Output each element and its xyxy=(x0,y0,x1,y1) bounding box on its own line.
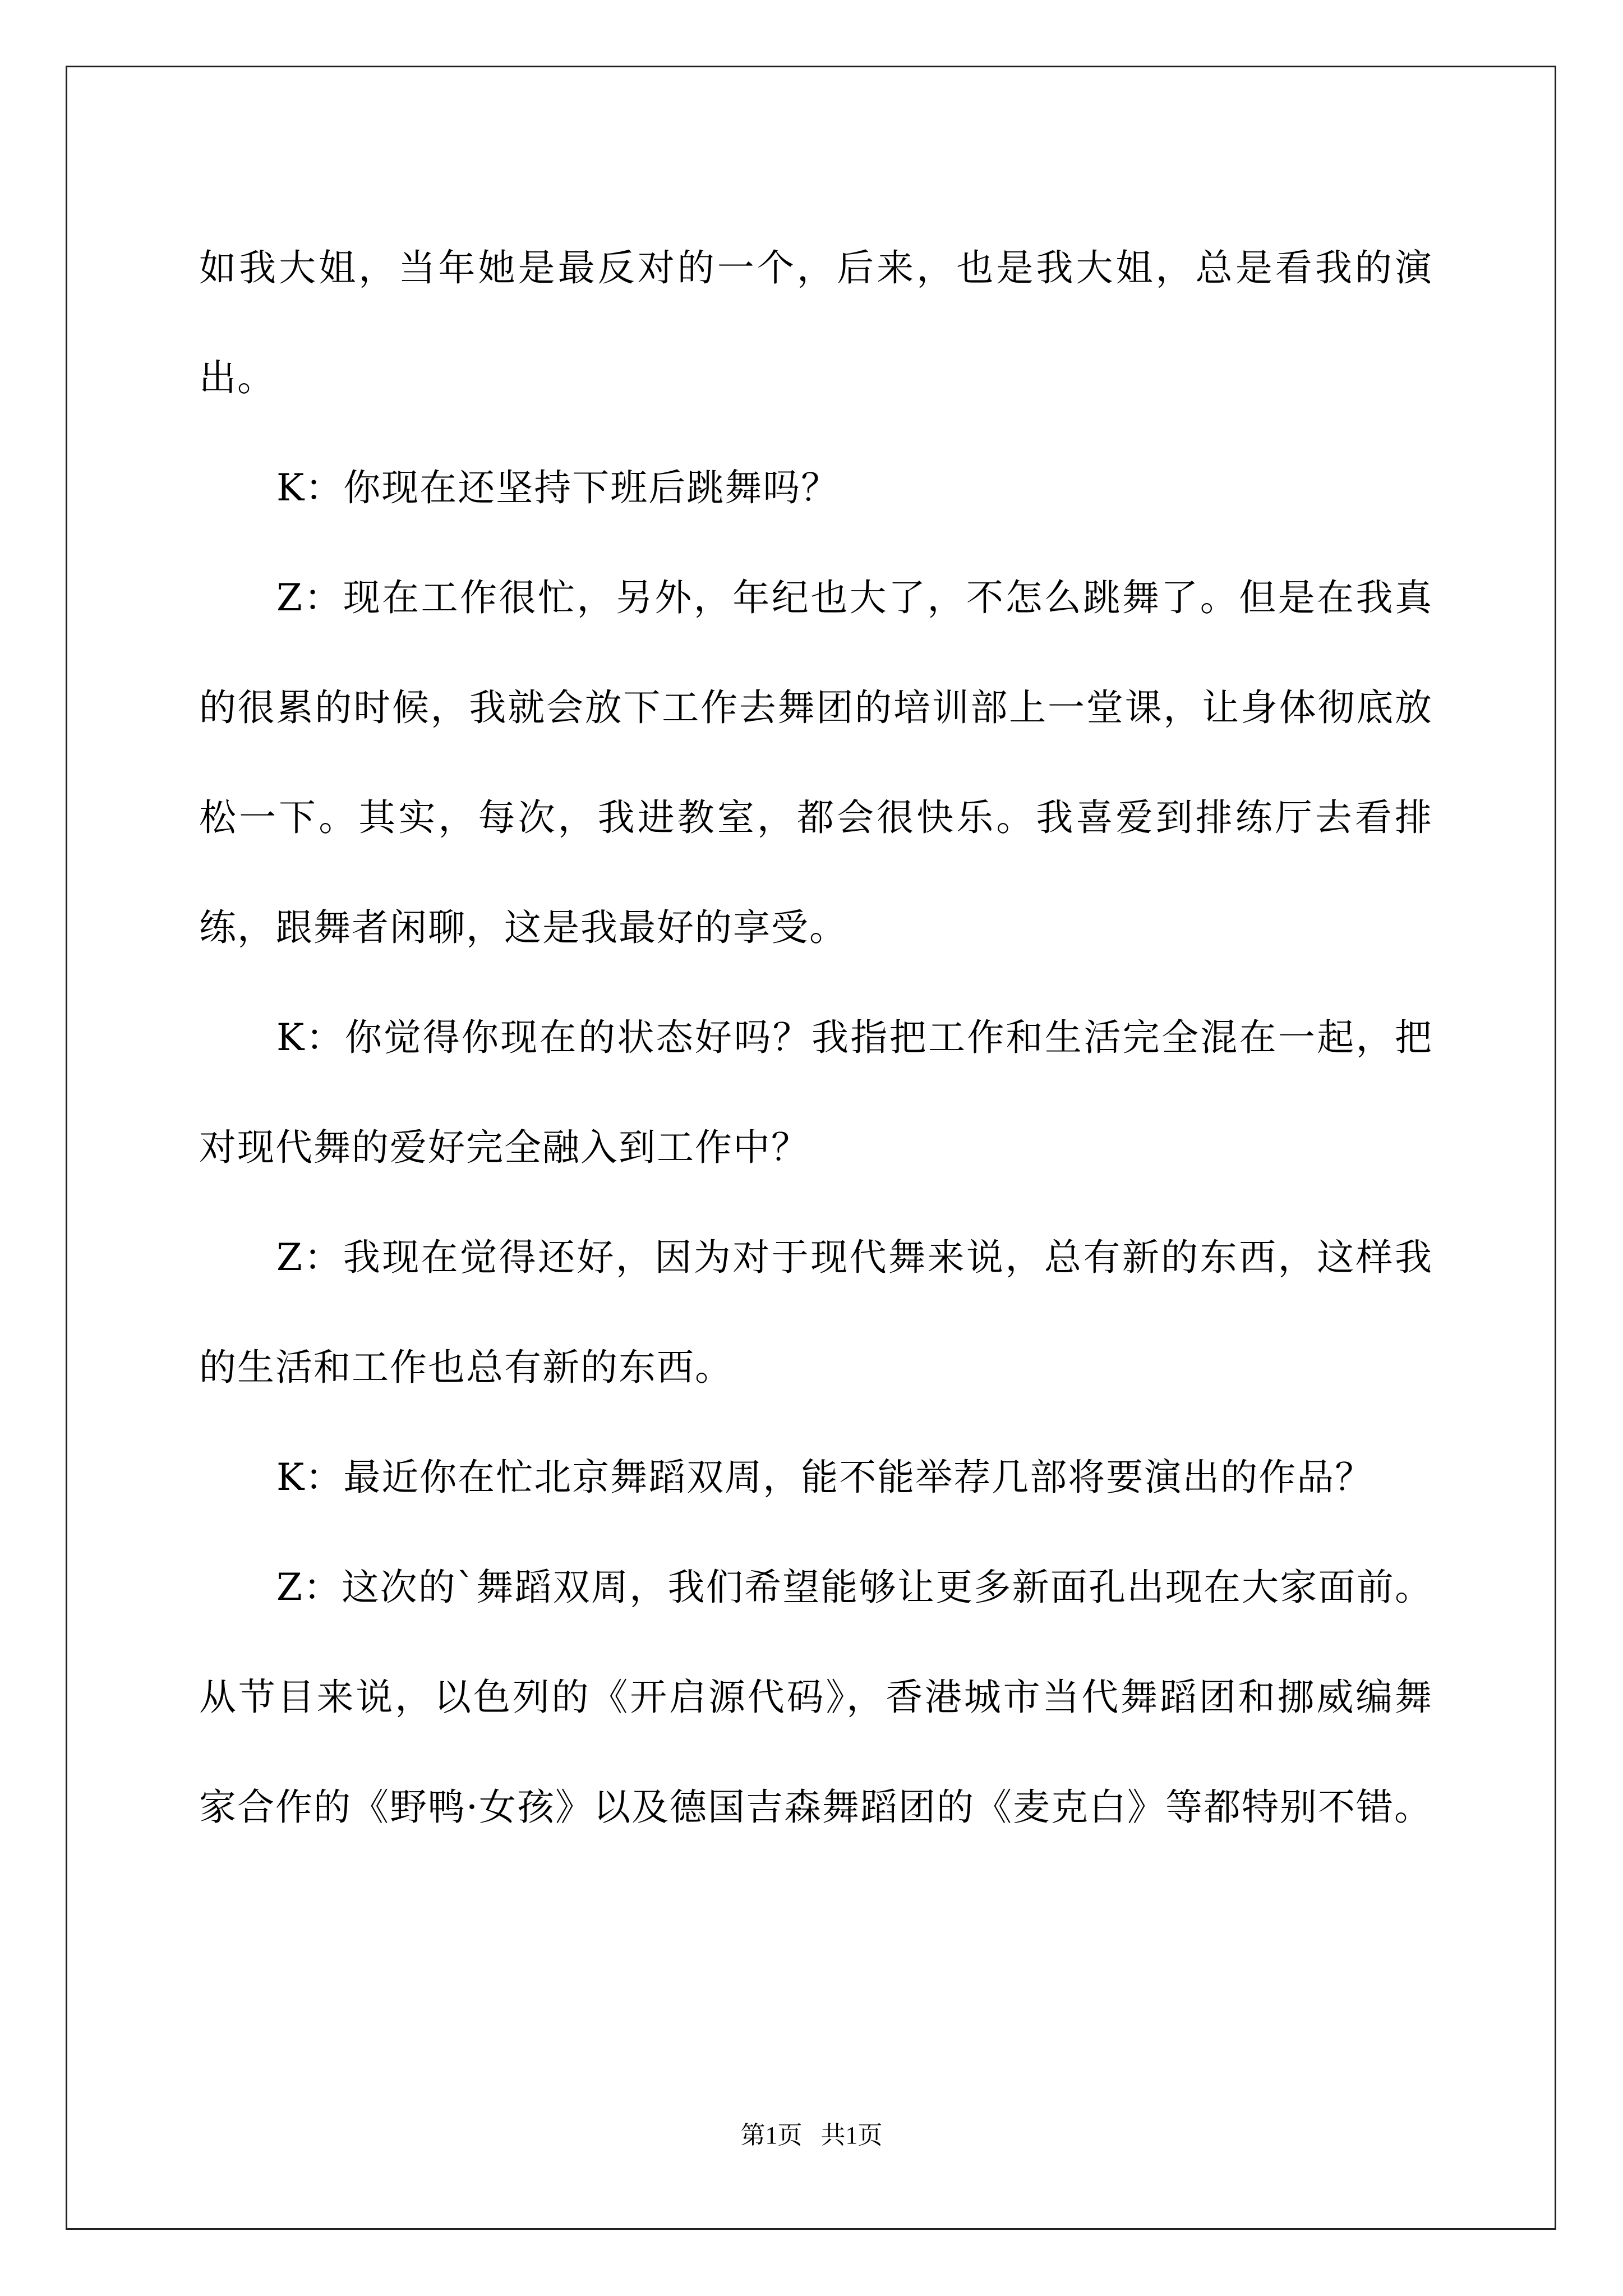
document-body xyxy=(199,213,1433,1862)
paragraph: Z：现在工作很忙，另外，年纪也大了，不怎么跳舞了。但是在我真的很累的时候，我就会放下工作去舞团的培训部上一堂课，让身体彻底放松一下。其实，每次，我进教室，都会很快乐。我喜爱到排练厅去看排练，跟舞者闲聊，这是我最好的享受。 xyxy=(199,576,1433,949)
paragraph: Z：这次的`舞蹈双周，我们希望能够让更多新面孔出现在大家面前。从节目来说，以色列的《开启源代码》，香港城市当代舞蹈团和挪威编舞家合作的《野鸭·女孩》以及德国吉森舞蹈团的《麦克白》等都特别不错。 xyxy=(199,1566,1433,1829)
paragraph: K：你现在还坚持下班后跳舞吗？ xyxy=(276,466,840,509)
paragraph: Z：我现在觉得还好，因为对于现代舞来说，总有新的东西，这样我的生活和工作也总有新的东西。 xyxy=(199,1236,1433,1389)
page-number-footer: 第1页 共1页 xyxy=(740,2122,883,2149)
paragraph: K：最近你在忙北京舞蹈双周，能不能举荐几部将要演出的作品？ xyxy=(276,1456,1373,1499)
paragraph: K：你觉得你现在的状态好吗？我指把工作和生活完全混在一起，把对现代舞的爱好完全融入到工作中？ xyxy=(199,1016,1433,1169)
paragraph: 如我大姐，当年她是最反对的一个，后来，也是我大姐，总是看我的演出。 xyxy=(199,246,1433,399)
